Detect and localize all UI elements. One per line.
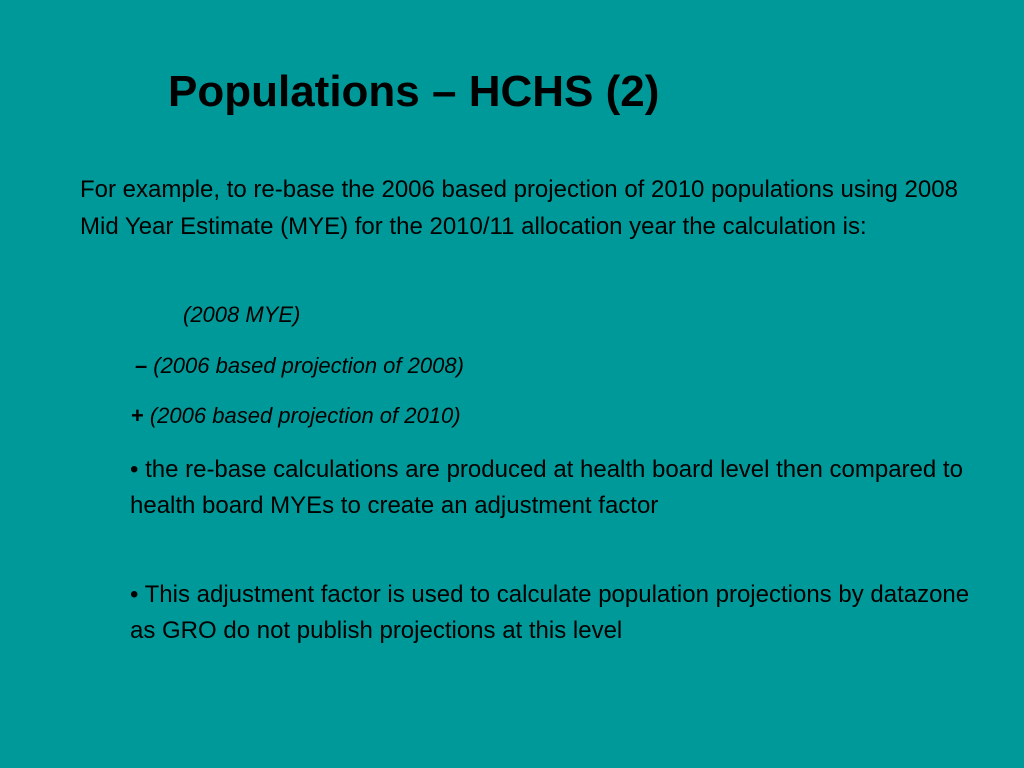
bullet-item: • the re-base calculations are produced at health board level then compared to health board MYEs to create an adjustment factor (130, 456, 963, 519)
formula-term-projection-2010: (2006 based projection of 2010) (149, 403, 461, 428)
formula-term-projection-2008: (2006 based projection of 2008) (153, 353, 464, 378)
formula-line-minus (135, 351, 464, 381)
plus-operator: + (131, 403, 144, 428)
formula-line-plus (131, 401, 461, 431)
minus-operator: – (135, 353, 148, 378)
intro-paragraph: For example, to re-base the 2006 based projection of 2010 populations using 2008 Mid Year Estimate (MYE) for the 2010/11 allocation year the calculation is: (80, 176, 958, 240)
formula-line-mye (183, 300, 300, 330)
bullet-item: • This adjustment factor is used to calculate population projections by datazone as GRO do not publish projections at this level (130, 581, 970, 644)
slide-title: Populations – HCHS (2) (168, 67, 660, 116)
formula-term-mye: (2008 MYE) (183, 302, 301, 327)
